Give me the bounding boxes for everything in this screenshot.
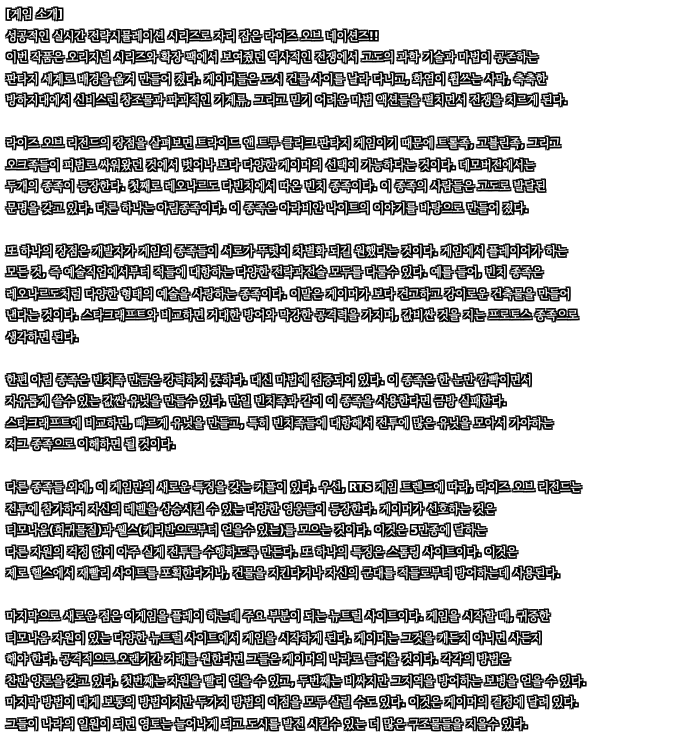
text-line: 그들이 나라의 일원이 되면 영토는 늘어나게 되고 도시를 발전 시킬수 있는 더 많은 구조물들을 지을수 있다.	[6, 714, 694, 735]
text-line: 티모나움(희귀물질)과 웰스(캐리반으로부터 얻을수 있는)를 모으는 것이다. 이것은 5만종에 달하는	[6, 520, 694, 542]
paragraph-features	[6, 477, 694, 585]
text-line: 전투에 참가하여 자신의 레벨을 상승시킬 수 있는 다양한 영웅들이 등장한다. 게이머가 선호하는 것은	[6, 499, 694, 521]
document-title: [게임 소개]	[6, 4, 694, 26]
paragraph-vinci	[6, 241, 694, 349]
text-line: 성공적인 실시간 전략시뮬레이션 시리즈로 자리 잡은 라이즈 오브 네이션즈!!	[6, 26, 694, 48]
paragraph-races	[6, 133, 694, 219]
text-line: 모든 것, 즉 예술직업에서부터 적들에 대항하는 다양한 전략과전술 모두를 다룰수 있다. 예를 들어, 빈치 종족은	[6, 262, 694, 284]
text-line: 방하지대에서 신비스런 창조물과 파괴적인 기계류, 그리고 믿기 어려운 마법 액션들을 펼치면서 전쟁을 치르게 된다.	[6, 90, 694, 112]
text-line: 한편 아림 종족은 빈치족 만큼은 강력하지 못하다. 대신 마법에 집중되어 있다. 이 종족은 한 눈만 깜빡이면서	[6, 370, 694, 392]
paragraph-alin	[6, 370, 694, 456]
text-line: 다른 자원의 걱정 없이 아주 실게 전투를 수행하도록 만든다. 또 하나의 특징은 스톰링 사이트이다. 이것은	[6, 542, 694, 564]
text-line: 판타지 세계로 배경을 옮겨 만들어 졌다. 게이머들은 도시 건물 사이를 날라 다니고, 화염이 휩쓰는 사막, 축축한	[6, 69, 694, 91]
text-line: 두개의 종족이 등장한다. 첫째로 레오나르도 다빈치에서 따온 빈치 종족이다. 이 종족의 사람들은 고도로 발달된	[6, 176, 694, 198]
text-line: 생각하면 된다.	[6, 327, 694, 349]
text-line: 스타크래프트에 비교하면, 빠르게 유닛을 만들고, 특히 빈치족들에 대항해서 전투에 많은 유닛을 모아서 가야하는	[6, 413, 694, 435]
text-line: 레오나르도처럼 다양한 형태의 예술을 사랑하는 종족이다. 이말은 게이머가 보다 견고하고 강이로운 건축물을 만들어	[6, 284, 694, 306]
text-line: 저그 종족으로 이해하면 될 것이다.	[6, 434, 694, 456]
text-line: 이번 작품은 오리지널 시리즈와 확장 팩에서 보여줬던 역사적인 전쟁에서 고도의 과학 기술과 마법이 공존하는	[6, 47, 694, 69]
text-line: 마지막 방법이 대게 보통의 방법이지만 두가지 방법의 이점을 모두 살릴 수도 있다. 이것은 게이머의 결정에 달려 있다.	[6, 692, 694, 714]
text-line: 다른 종족들 외에, 이 게임만의 새로운 특징을 갖는 커플이 있다. 우선, RTS 게임 트렌드에 따라, 라이즈 오브 리전드는	[6, 477, 694, 499]
text-line: 문명을 갖고 있다. 다른 하나는 아림종족이다. 이 종족은 아라비안 나이트의 이야기를 바탕으로 만들어 졌다.	[6, 198, 694, 220]
text-line: 티모나움 자원이 있는 다양한 뉴트럴 사이트에서 게임을 시작하게 된다. 게이머는 그것을 캐든지 아니면 사든지	[6, 628, 694, 650]
text-line: 자유롭게 쓸수 있는 값싼 유닛을 만들수 있다. 만일 빈치족과 같이 이 종족을 사용한다면 금방 실패한다.	[6, 391, 694, 413]
text-line: 제로 헬스에서 재빨리 사이트를 포획한다거나, 건물을 지킨다거나 자신의 군대를 적들로부터 방어하는데 사용된다.	[6, 563, 694, 585]
text-line: 라이즈 오브 리전드의 장점을 살펴보면 트라이드 앤 트루 클리크 판타지 게임이기 때문에 트롤족, 고블린족, 그리고	[6, 133, 694, 155]
text-line: 마지막으로 새로운 점은 이게임을 플레이 하는데 주요 부분이 되는 뉴트럴 사이트이다. 게임을 시작할 때, 귀중한	[6, 606, 694, 628]
text-line: 또 하나의 장점은 개발자가 게임의 종족들이 서로가 뚜렷이 차별화 되길 원했다는 것이다. 게임에서 플레이어가 하는	[6, 241, 694, 263]
text-line: 낸다는 것이다. 스타크래프트와 비교하면 거대한 방어와 막강한 공격력을 가지며, 값비싼 것을 지는 프로토스 종족으로	[6, 305, 694, 327]
paragraph-neutral-sites	[6, 606, 694, 735]
text-line: 해야 한다. 공격적으로 오랜기간 거래를 원한다면 그들은 게이머의 나라로 들어올 것이다. 각각의 방법은	[6, 649, 694, 671]
document-body	[6, 4, 694, 735]
intro-paragraph	[6, 4, 694, 112]
text-line: 오크족들이 피범로 싸워왔던 것에서 벗어나 보다 다양한 게이머의 선택이 가능하다는 것이다. 데모버전에서는	[6, 155, 694, 177]
text-line: 찬반 양론을 갖고 있다. 첫번째는 자원을 빨리 얻을 수 있고, 두번째는 비싸지만 그지역을 방어하는 보병을 얻을 수 있다.	[6, 671, 694, 693]
